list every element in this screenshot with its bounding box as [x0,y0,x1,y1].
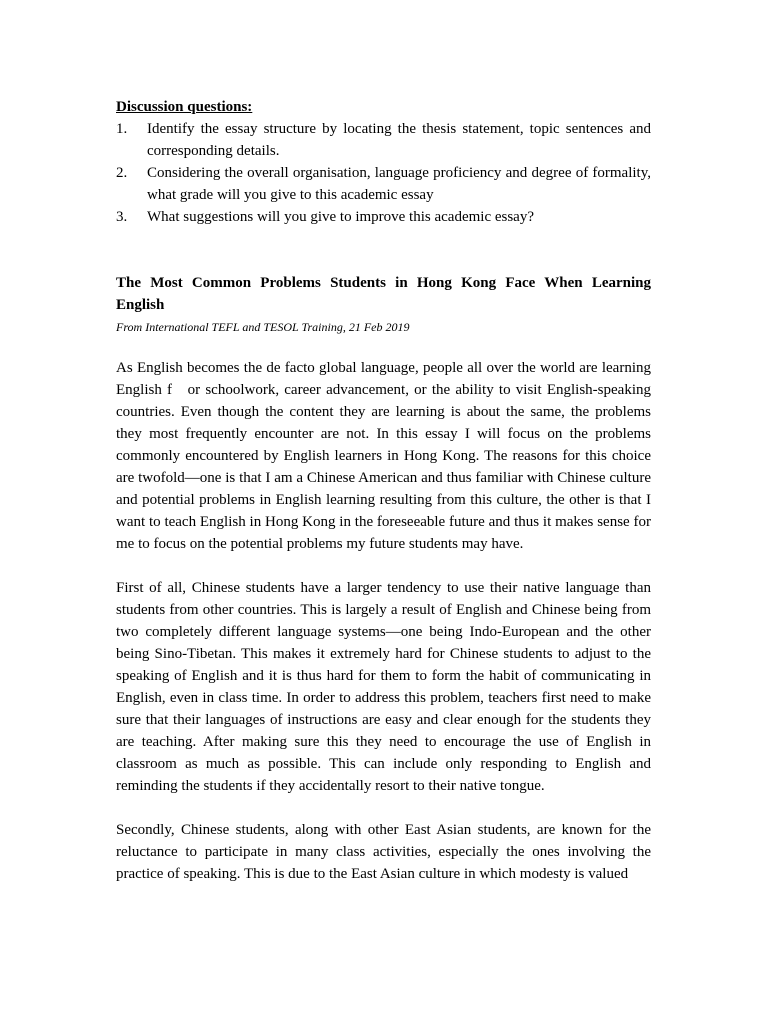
discussion-question [116,206,651,228]
essay-title: The Most Common Problems Students in Hong Kong Face When Learning English [116,275,651,313]
discussion-section [116,96,651,228]
discussion-question [116,118,651,162]
question-number: 2. [116,165,128,181]
question-text: Identify the essay structure by locating the thesis statement, topic sentences and corresponding details. [147,121,651,159]
question-text: Considering the overall organisation, language proficiency and degree of formality, what grade will you give to this academic essay [147,165,651,203]
question-number: 3. [116,209,128,225]
document-page [116,96,651,885]
question-number: 1. [116,121,128,137]
discussion-question [116,162,651,206]
essay-source: From International TEFL and TESOL Training, 21 Feb 2019 [116,320,410,334]
discussion-heading: Discussion questions: [116,99,253,115]
question-text: What suggestions will you give to improve this academic essay? [147,209,534,225]
essay-section [116,272,651,885]
essay-paragraph: Secondly, Chinese students, along with other East Asian students, are known for the reluctance to participate in many class activities, especially the ones involving the practice of speaking. This is due to the East Asian culture in which modesty is valued [116,822,651,882]
discussion-question-list [116,118,651,228]
essay-paragraph: As English becomes the de facto global language, people all over the world are learning English f or schoolwork, career advancement, or the ability to visit English-speaking countries. Even though the content they are learning is about the same, the problems they most frequently encounter are not. In this essay I will focus on the problems commonly encountered by English learners in Hong Kong. The reasons for this choice are twofold—one is that I am a Chinese American and thus familiar with Chinese culture and potential problems in English learning resulting from this culture, the other is that I want to teach English in Hong Kong in the foreseeable future and thus it makes sense for me to focus on the potential problems my future students may have. [116,360,651,552]
essay-paragraph: First of all, Chinese students have a larger tendency to use their native language than students from other countries. This is largely a result of English and Chinese being from two completely different language systems—one being Indo-European and the other being Sino-Tibetan. This makes it extremely hard for Chinese students to adjust to the speaking of English and it is thus hard for them to form the habit of communicating in English, even in class time. In order to address this problem, teachers first need to make sure that their languages of instructions are easy and clear enough for the students they are teaching. After making sure this they need to encourage the use of English in classroom as much as possible. This can include only responding to English and reminding the students if they accidentally resort to their native tongue. [116,580,651,794]
